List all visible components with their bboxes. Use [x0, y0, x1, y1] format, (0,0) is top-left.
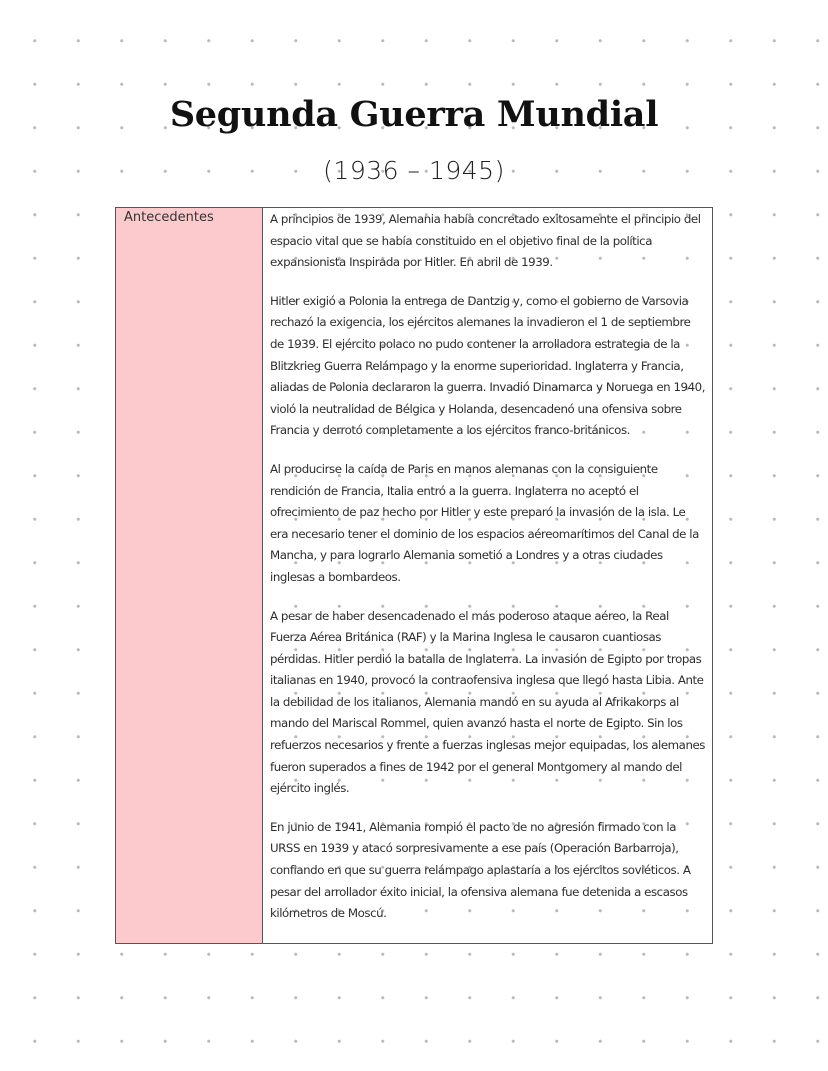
- page-title: Segunda Guerra Mundial: [169, 94, 659, 135]
- date-range-subtitle: (1936 – 1945): [323, 156, 505, 185]
- paragraph-4: A pesar de haber desencadenado el más poderoso ataque aéreo, la Real Fuerza Aérea Británica (RAF) y la Marina Inglesa le causaron cuantiosas pérdidas. Hitler perdió la batalla de Inglaterra. La invasión de Egipto por tropas italianas en 1940, provocó la contraofensiva inglesa que llegó hasta Libia. Ante la debilidad de los italianos, Alemania mandó en su ayuda al Afrikakorps al mando del Mariscal Rommel, quien avanzó hasta el norte de Egipto. Sin los refuerzos necesarios y frente a fuerzas inglesas mejor equipadas, los alemanes fueron superados a fines de 1942 por el general Montgomery al mando del ejército inglés.: [270, 608, 705, 796]
- row-label-cell: [116, 208, 263, 944]
- table-row-antecedentes: [116, 208, 713, 944]
- row-content-cell: [263, 208, 713, 944]
- paragraph-5: En junio de 1941, Alemania rompió el pacto de no agresión firmado con la URSS en 1939 y atacó sorpresivamente a ese país (Operación Barbarroja), confiando en que su guerra relámpago aplastaría a los ejércitos soviéticos. A pesar del arrollador éxito inicial, la ofensiva alemana fue detenida a escasos kilómetros de Moscú.: [270, 819, 691, 921]
- notes-table: [115, 207, 713, 944]
- row-label: Antecedentes: [124, 210, 214, 225]
- paragraph-3: Al producirse la caída de Paris en manos alemanas con la consiguiente rendición de Francia, Italia entró a la guerra. Inglaterra no aceptó el ofrecimiento de paz hecho por Hitler y este preparó la invasión de la isla. Le era necesario tener el dominio de los espacios aéreomarítimos del Canal de la Mancha, y para lograrlo Alemania sometió a Londres y a otras ciudades inglesas a bombardeos.: [270, 461, 699, 584]
- paragraph-2: Hitler exigió a Polonia la entrega de Dantzig y, como el gobierno de Varsovia rechazó la exigencia, los ejércitos alemanes la invadieron el 1 de septiembre de 1939. El ejército polaco no pudo contener la arrolladora estrategia de la Blitzkrieg Guerra Relámpago y la enorme superioridad. Inglaterra y Francia, aliadas de Polonia declararon la guerra. Invadió Dinamarca y Noruega en 1940, violó la neutralidad de Bélgica y Holanda, desencadenó una ofensiva sobre Francia y derrotó completamente a los ejércitos franco-británicos.: [270, 293, 705, 438]
- paragraph-1: A principios de 1939, Alemania había concretado exitosamente el principio del espacio vital que se había constituido en el objetivo final de la política expansionista Inspirada por Hitler. En abril de 1939.: [270, 212, 701, 270]
